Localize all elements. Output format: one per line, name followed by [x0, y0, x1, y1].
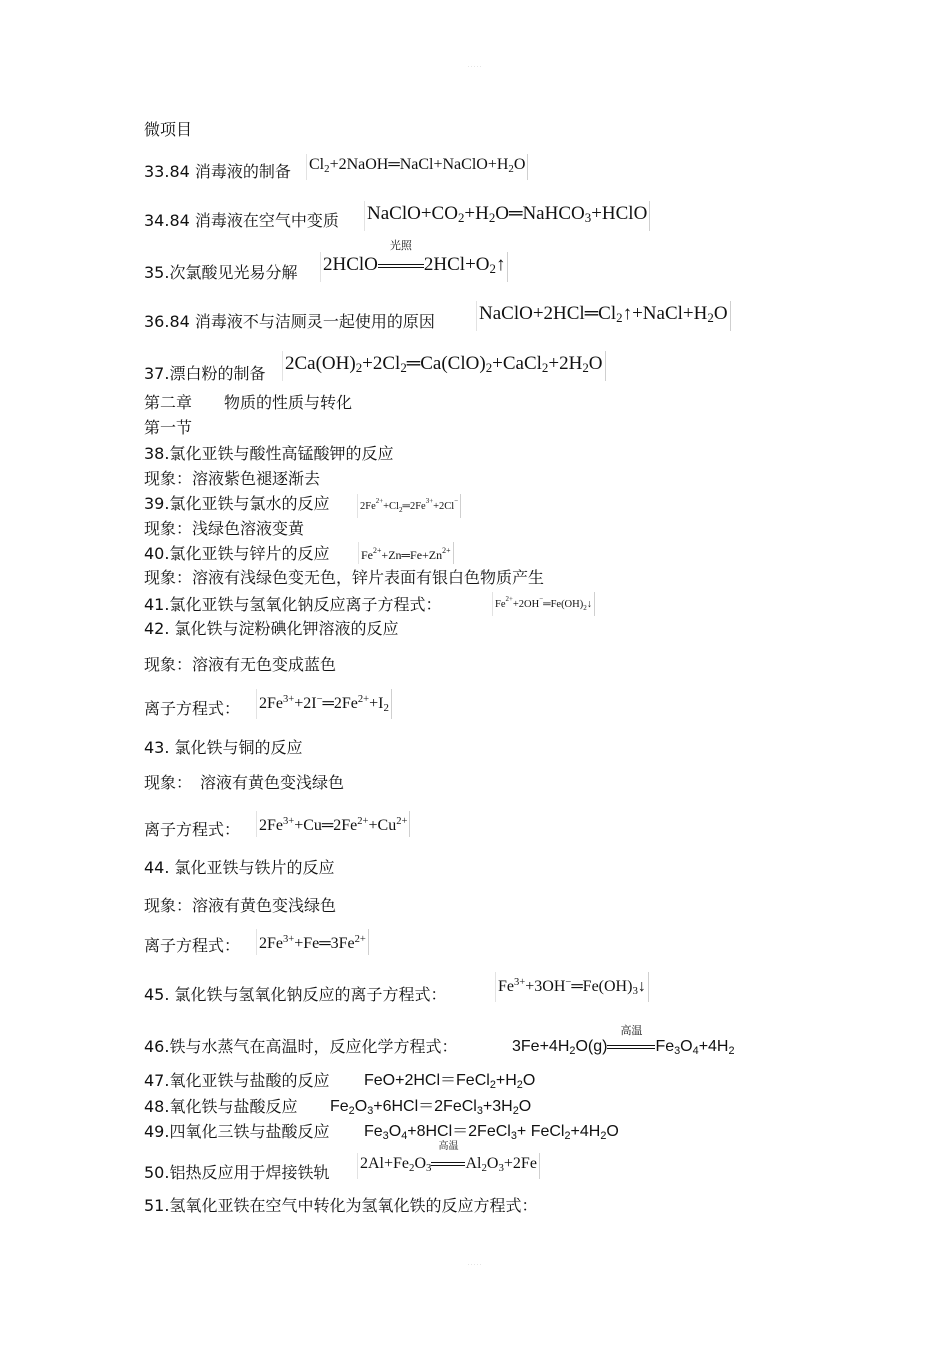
ionic-label-44: 离子方程式： — [144, 936, 241, 955]
item-40: 40.氯化亚铁与锌片的反应 — [144, 544, 330, 563]
item-44: 44. 氯化亚铁与铁片的反应 — [144, 858, 335, 877]
item-36: 36.84 消毒液不与洁厕灵一起使用的原因 — [144, 312, 435, 331]
footer-dots: ····· — [467, 1262, 483, 1268]
item-51: 51.氢氧化亚铁在空气中转化为氢氧化铁的反应方程式： — [144, 1196, 538, 1215]
condition-high-temp-2: 高温 — [438, 1141, 459, 1152]
condition-light: 光照 — [389, 239, 412, 252]
header-dots: ····· — [467, 64, 483, 70]
equation-40: $Fe^{2+}+Zn═Fe+Zn^{2+}$ — [358, 542, 454, 564]
equation-47: $FeO+2HCl=FeCl_2+H_2O$ — [364, 1072, 536, 1091]
item-50: 50.铝热反应用于焊接铁轨 — [144, 1163, 330, 1182]
item-43: 43. 氯化铁与铜的反应 — [144, 738, 303, 757]
item-38: 38.氯化亚铁与酸性高锰酸钾的反应 — [144, 444, 394, 463]
phenomenon-38: 现象：溶液紫色褪逐渐去 — [144, 469, 321, 488]
equation-34: $NaClO+CO_2+H_2O═NaHCO_3+HClO$ — [364, 201, 650, 231]
phenomenon-42: 现象：溶液有无色变成蓝色 — [144, 655, 337, 674]
equation-33: $Cl_2+2NaOH═NaCl+NaClO+H_2O$ — [306, 154, 528, 180]
item-45: 45. 氯化铁与氢氧化钠反应的离子方程式： — [144, 985, 447, 1004]
section-heading: 第一节 — [144, 418, 193, 437]
equation-45: $Fe^{3+}+3OH^-═Fe(OH)_3↓$ — [495, 972, 649, 1002]
equation-42: $2Fe^{3+}+2I^-═2Fe^{2+}+I_2$ — [256, 689, 392, 719]
equation-43: $2Fe^{3+}+Cu═2Fe^{2+}+Cu^{2+}$ — [256, 811, 410, 837]
equation-35: 2HClO 光照 $2HCl+O_2↑$ — [320, 252, 508, 282]
equation-41: $Fe^{2+}+2OH^-═Fe(OH)_2↓$ — [492, 592, 595, 616]
item-47: 47.氧化亚铁与盐酸的反应 — [144, 1071, 330, 1090]
ionic-label-43: 离子方程式： — [144, 820, 241, 839]
item-39: 39.氯化亚铁与氯水的反应 — [144, 494, 330, 513]
phenomenon-44: 现象：溶液有黄色变浅绿色 — [144, 896, 337, 915]
equation-39: $2Fe^{2+}+Cl_2═2Fe^{3+}+2Cl^-$ — [357, 494, 461, 518]
item-41: 41.氯化亚铁与氢氧化钠反应离子方程式： — [144, 595, 442, 614]
ionic-label-42: 离子方程式： — [144, 699, 241, 718]
phenomenon-39: 现象：浅绿色溶液变黄 — [144, 519, 305, 538]
equation-50: $2Al+Fe_2O_3$ 高温 $Al_2O_3+2Fe$ — [357, 1153, 540, 1179]
item-46: 46.铁与水蒸气在高温时，反应化学方程式： — [144, 1037, 458, 1056]
equation-37: $2Ca(OH)_2+2Cl_2═Ca(ClO)_2+CaCl_2+2H_2O$ — [282, 351, 606, 381]
item-35: 35.次氯酸见光易分解 — [144, 263, 298, 282]
item-48: 48.氧化铁与盐酸反应 — [144, 1097, 298, 1116]
condition-high-temp: 高温 — [620, 1024, 643, 1037]
chapter-title: 第二章 物质的性质与转化 — [144, 393, 353, 412]
equation-48: $Fe_2O_3+6HCl=2FeCl_3+3H_2O$ — [330, 1098, 532, 1117]
item-33: 33.84 消毒液的制备 — [144, 162, 291, 181]
item-42: 42. 氯化铁与淀粉碘化钾溶液的反应 — [144, 619, 399, 638]
equation-44: $2Fe^{3+}+Fe═3Fe^{2+}$ — [256, 929, 369, 955]
equation-36: $NaClO+2HCl═Cl_2↑+NaCl+H_2O$ — [476, 301, 731, 331]
item-34: 34.84 消毒液在空气中变质 — [144, 211, 339, 230]
equation-46: $3Fe+4H_2O(g)$ 高温 $Fe_3O_4+4H_2$ — [512, 1024, 735, 1057]
item-49: 49.四氧化三铁与盐酸反应 — [144, 1122, 330, 1141]
item-37: 37.漂白粉的制备 — [144, 364, 266, 383]
section-title: 微项目 — [144, 120, 193, 139]
phenomenon-40: 现象：溶液有浅绿色变无色，锌片表面有银白色物质产生 — [144, 568, 545, 587]
equation-49: $Fe_3O_4+8HCl=2FeCl_3+$ $FeCl_2+4H_2O$ — [364, 1123, 619, 1142]
phenomenon-43: 现象： 溶液有黄色变浅绿色 — [144, 773, 345, 792]
